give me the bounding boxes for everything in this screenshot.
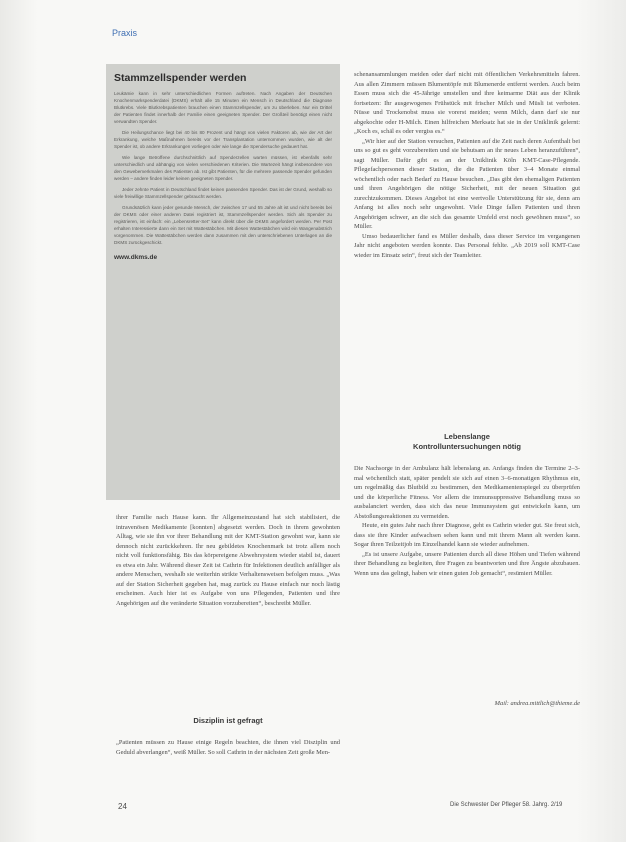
right-column-text [354, 70, 580, 260]
subheading-discipline: Disziplin ist gefragt [193, 716, 263, 725]
body-paragraph: Umso bedauerlicher fand es Müller deshalb, dass dieser Service im vergangenen Jahr nicht angeboten werden konnte. Das Personal fehlte. „Ab 2019 soll KMT-Case wieder im Einsatz sein“, freut sich der Teamleiter. [354, 232, 580, 259]
subheading-checkups [354, 432, 580, 452]
body-paragraph: „Es ist unsere Aufgabe, unsere Patienten durch all diese Höhen und Tiefen während ihrer Behandlung zu begleiten, ihre Fragen zu beantworten und ihre Ängste abzubauen. Wenn uns das gelingt, haben wir einen guten Job gemacht“, resümiert Müller. [354, 550, 580, 577]
left-column-continued [116, 738, 340, 757]
body-paragraph: Heute, ein gutes Jahr nach ihrer Diagnose, geht es Cathrin wieder gut. Sie freut sich, dass sie ihre Kinder aufwachsen sehen kann und mit ihrem Mann alt werden kann. Sogar ihren Teilzeitjob im Einzelhandel kann sie wieder aufnehmen. [354, 522, 580, 548]
left-column-text [116, 513, 340, 608]
right-column-continued [354, 464, 580, 578]
info-box-url[interactable]: www.dkms.de [114, 254, 158, 261]
page-number: 24 [118, 802, 127, 811]
journal-footer: Die Schwester Der Pfleger 58. Jahrg. 2/19 [450, 802, 563, 808]
subheading-line: Lebenslange [444, 432, 490, 441]
info-box-paragraph: Die Heilungschance liegt bei 40 bis 80 Prozent und hängt von vielen Faktoren ab, wie der Art der Erkrankung, welche Maßnahmen bereits vor der Transplantation unternommen wurden, wie alt der Spender ist, ob andere Erkrankungen vorliegen oder wie lange die Spendersuche gedauert hat. [114, 130, 332, 149]
author-email[interactable]: Mail: andrea.mittlich@thieme.de [494, 700, 580, 707]
info-box-paragraph: Leukämie kann in sehr unterschiedlichen Formen auftreten. Nach Angaben der Deutschen Knochenmarkspenderdatei (DKMS) erhält alle 15 Minuten ein Mensch in Deutschland die Diagnose Blutkrebs. Viele Blutkrebspatienten brauchen einen Stammzellspender, um zu überleben. Nur ein Drittel der Patienten findet innerhalb der Familie einen geeigneten Spender. Der Großteil benötigt einen nicht verwandten Spender. [114, 91, 332, 124]
body-paragraph: Die Nachsorge in der Ambulanz hält lebenslang an. Anfangs finden die Termine 2–3-mal wöchentlich statt, später pendelt sie sich auf einen 3–6-monatigen Rhythmus ein, um regelmäßig das Blutbild zu bestimmen, den Medikamentenspiegel zu überprüfen und die körperliche Fitness. Vor allem die immunsuppressive Behandlung muss so ausbalanciert werden, dass sich das neue Immunsystem gut entwickeln kann, um Abstoßungsreaktionen zu vermeiden. [354, 465, 580, 520]
info-box [106, 64, 340, 500]
body-paragraph: „Wir hier auf der Station versuchen, Patienten auf die Zeit nach deren Aufenthalt bei uns so gut es geht vorzubereiten und sie behutsam an ihr neues Leben heranzuführen“, sagt Müller. Dafür gibt es an der Uniklinik Köln KMT-Case-Pflegende. Pflegefachpersonen dieser Station, die die Patienten über 3–4 Monate einmal wöchentlich oder nach Bedarf zu Hause besuchen. „Das gibt den ehemaligen Patienten und ihren Angehörigen die nötige Sicherheit, mit der neuen Situation gut zurechtzukommen. Dieses Angebot ist eine wertvolle Unterstützung für sie, denn am Anfang ist alles noch sehr ungewohnt. Viele Dinge fallen Patienten und ihren Angehörigen schwer, an die sich das gesamte Umfeld erst noch gewöhnen muss“, so Müller. [354, 137, 580, 230]
body-paragraph: schenansammlungen meiden oder darf nicht mit öffentlichen Verkehrsmitteln fahren. Aus allen Zimmern müssen Blumentöpfe mit Blumenerde entfernt werden. Auch beim Essen muss sich die 45-Jährige umstellen und ihre keimarme Diät aus der Klinik fortsetzen: Ihr ausgewogenes Frühstück mit frischer Milch und Müsli ist verboten. Nüsse und Trockenobst muss sie vorerst meiden; wenn Milch, dann darf sie nur abgekochte oder H-Milch. Einen hilfreichen Merksatz hat sie in der Uniklinik gelernt: „Koch es, schäl es oder vergiss es.“ [354, 71, 580, 135]
subheading-line: Kontrolluntersuchungen nötig [413, 442, 521, 451]
info-box-paragraph: Grundsätzlich kann jeder gesunde Mensch, der zwischen 17 und 55 Jahre alt ist und nicht bereits bei der DKMS oder einer anderen Datei registriert ist, Stammzellspender werden. Sich als Spender zu registrieren, ist einfach: ein „Lebensretter-Set“ kann direkt über die DKMS angefordert werden. Per Post erhalten Interessierte dann ein Set mit Wattestäbchen. Mit diesen Wattestäbchen wird ein Wangenabstrich vorgenommen. Die Wattestäbchen werden dann zusammen mit den unterschriebenen Unterlagen an die DKMS zurückgeschickt. [114, 205, 332, 245]
body-paragraph: ihrer Familie nach Hause kann. Ihr Allgemeinzustand hat sich stabilisiert, die intravenösen Medikamente [konnten] abgesetzt werden. Doch in ihrem gewohnten Alltag, wie sie ihn vor ihrer Behandlung mit der KMT-Station gewohnt war, kann sie dennoch nicht zurückkehren. Ihr neu gebildetes Knochenmark ist trotz allem noch nicht voll funktionsfähig. Bis das körpereigene Abwehrsystem wieder stabil ist, dauert es etwa ein Jahr. Während dieser Zeit ist Cathrin für Infektionen deutlich anfälliger als andere Menschen, weshalb sie weiterhin strikte Verhaltensweisen befolgen muss. „Was auf der Station Sicherheit gegeben hat, mag zurück zu Hause einfach nur noch lästig erscheinen. Auch hier ist es Aufgabe von uns Pflegenden, Patienten und ihre Angehörigen auf die veränderte Situation vorzubereiten“, beschreibt Müller. [116, 514, 340, 607]
info-box-paragraph: Jeder zehnte Patient in Deutschland findet keinen passenden Spender. Das ist der Grund, weshalb so viele freiwillige Stammzellspender gebraucht werden. [114, 187, 332, 199]
body-paragraph: „Patienten müssen zu Hause einige Regeln beachten, die ihnen viel Disziplin und Geduld abverlangen“, weiß Müller. So soll Cathrin in der nächsten Zeit große Men- [116, 739, 340, 756]
info-box-paragraph: Wie lange Betroffene durchschnittlich auf Spenderzellen warten müssen, ist ebenfalls sehr unterschiedlich und abhängig von vielen verschiedenen Kriterien. Die Wartezeit hängt insbesondere von den Gewebemerkmalen des Patienten ab. Ist gibt Patienten, für die mehrere passende Spender gefunden werden – andere finden leider keinen geeigneten Spender. [114, 155, 332, 181]
section-label: Praxis [112, 28, 138, 38]
info-box-title: Stammzellspender werden [114, 72, 247, 84]
